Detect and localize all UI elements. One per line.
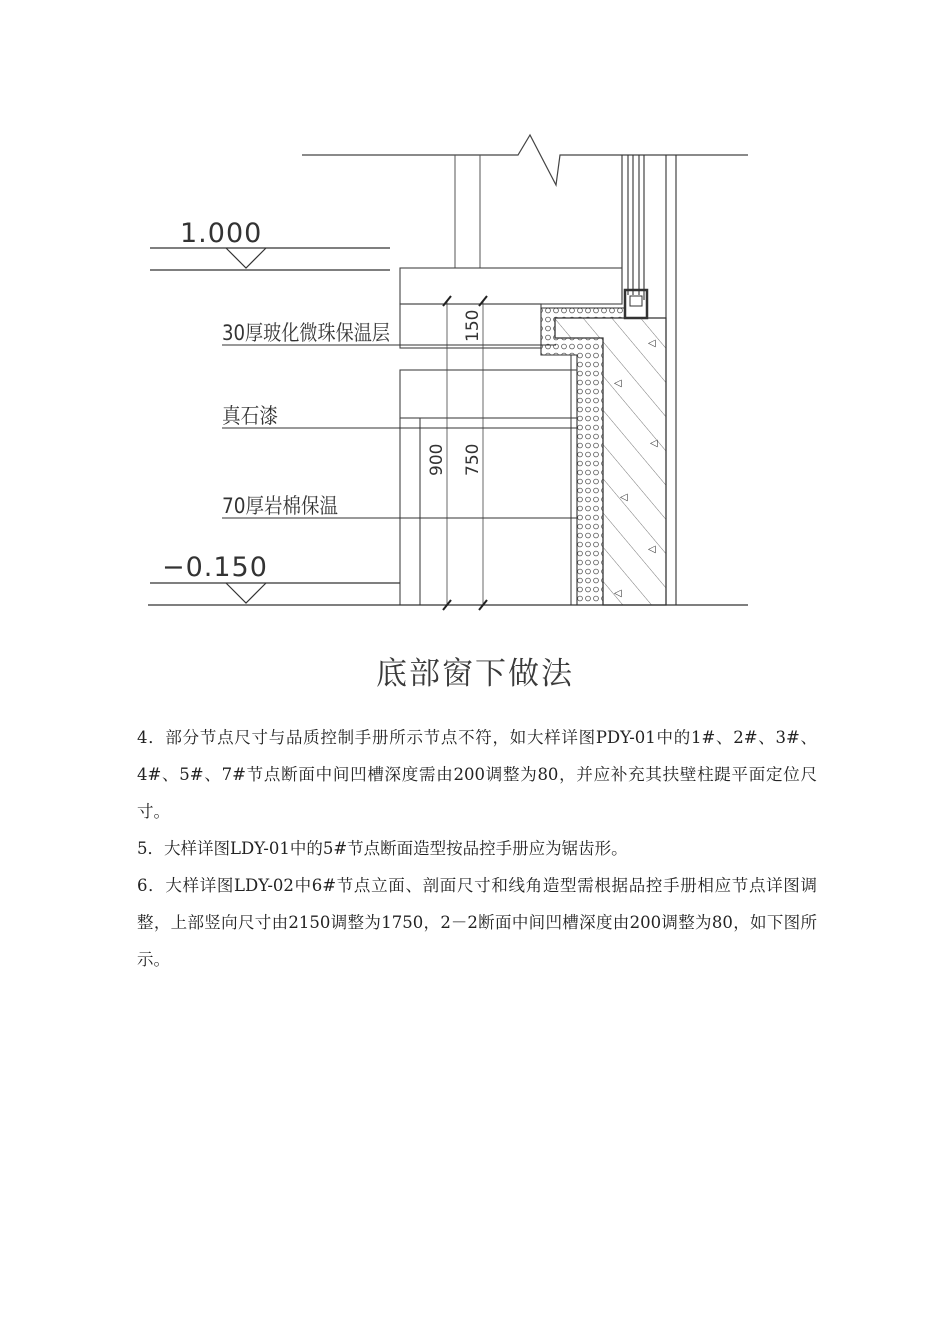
drawing-caption: 底部窗下做法 [376, 656, 574, 692]
level-top-label: 1.000 [180, 218, 263, 249]
label-rockwool-70: 70厚岩棉保温 [222, 494, 338, 518]
top-slab [302, 135, 748, 185]
upper-wall [455, 155, 480, 268]
note-5: 5．大样详图LDY-01中的5#节点断面造型按品控手册应为锯齿形。 [137, 839, 628, 858]
svg-text:◁: ◁ [648, 544, 656, 555]
svg-text:◁: ◁ [614, 378, 622, 389]
svg-text:◁: ◁ [648, 338, 656, 349]
svg-text:◁: ◁ [620, 492, 628, 503]
note-4: 4．部分节点尺寸与品质控制手册所示节点不符，如大样详图PDY-01中的1#、2#、3#、4#、5#、7#节点断面中间凹槽深度需由200调整为80，并应补充其扶壁柱踶平面定位尺寸。 [137, 728, 817, 821]
note-6: 6．大样详图LDY-02中6#节点立面、剖面尺寸和线角造型需根据品控手册相应节点详图调整，上部竖向尺寸由2150调整为1750，2－2断面中间凹槽深度由200调整为80，如下图所示。 [137, 876, 817, 969]
level-marker-top [150, 248, 390, 270]
dimension-750: 750 [463, 443, 483, 476]
dimension-900: 900 [427, 443, 447, 476]
dimension-150: 150 [463, 309, 483, 342]
svg-text:◁: ◁ [650, 438, 658, 449]
level-bottom-label: −0.150 [162, 552, 268, 583]
notes-section [137, 719, 817, 978]
section-drawing [0, 0, 950, 640]
level-marker-bottom [150, 583, 400, 603]
concrete-wall [555, 318, 666, 605]
label-insulation-30: 30厚玻化微珠保温层 [222, 321, 390, 345]
svg-text:◁: ◁ [614, 588, 622, 599]
label-stone-paint: 真石漆 [222, 404, 278, 428]
